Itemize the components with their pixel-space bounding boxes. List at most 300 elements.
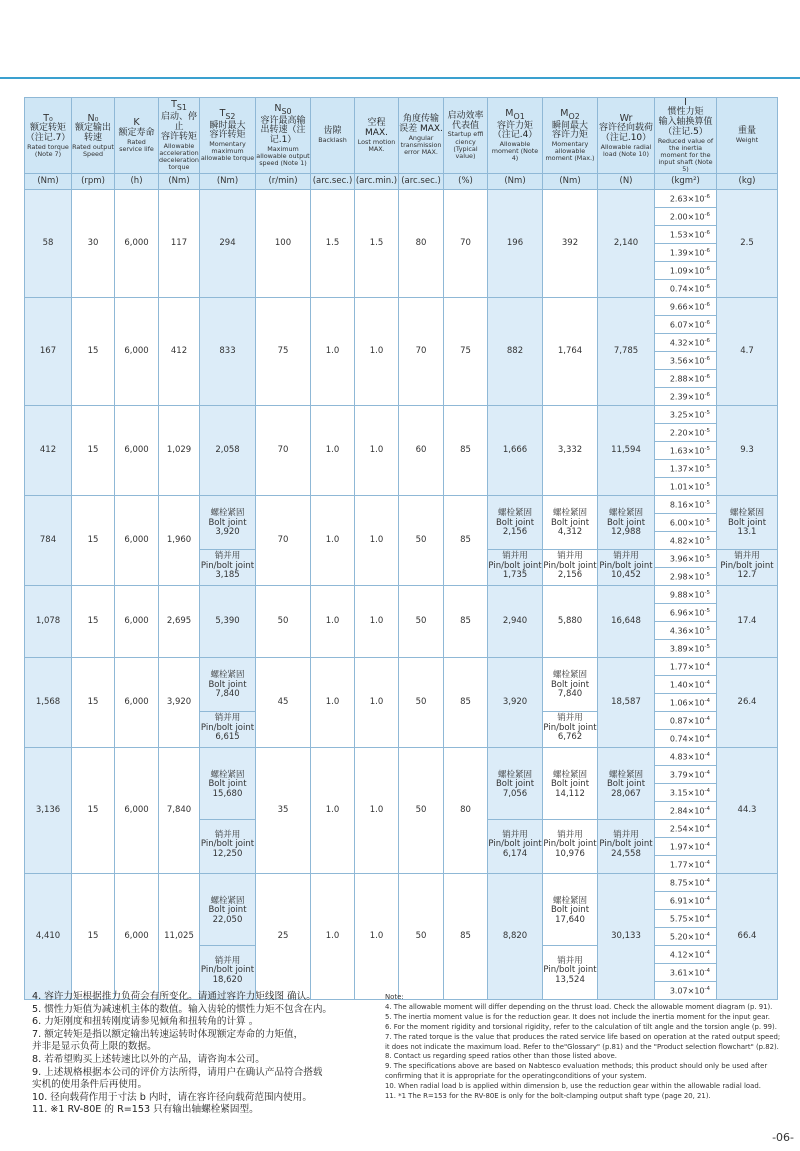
bolt-value: 3,920 [215,527,240,538]
split-cell [200,496,256,586]
unit-cell: (arc.sec.) [311,174,355,190]
inertia-cell: $1.63\times 10^{-5}$ [655,442,717,460]
bolt-joint-section [200,660,255,711]
inertia-cell: $2.63\times 10^{-6}$ [655,190,717,208]
header-label-cn: 额定输出 [74,122,111,133]
note-line-en: it does not indicate the maximum load. Refer to the"Glossary" (p.81) and the "Product selection flowchart" (p.82). [385,1042,779,1051]
angular-error-cell: 50 [399,658,444,748]
angular-error-cell: 70 [399,298,444,406]
header-label-cn: （注记.7） [25,132,71,143]
header-label-cn: 角度传输 [402,114,439,125]
accel-torque-cell: 412 [159,298,200,406]
bolt-label: Bolt joint [208,679,247,690]
efficiency-cell: 85 [444,586,488,658]
inertia-cell: $1.40\times 10^{-4}$ [655,676,717,694]
accel-torque-cell: 117 [159,190,200,298]
rated-torque-cell: 1,078 [25,586,72,658]
bolt-joint-section [543,498,597,549]
weight-cell: 2.5 [717,190,778,298]
lost-motion-cell: 1.0 [355,874,399,1000]
note-line-cn: 8. 若希望购买上述转速比以外的产品，请咨询本公司。 [32,1053,265,1065]
unit-cell: (kg) [717,174,778,190]
angular-error-cell: 80 [399,190,444,298]
rated-speed-cell: 15 [72,658,115,748]
radial-load-cell: 2,140 [598,190,655,298]
weight-cell: 9.3 [717,406,778,496]
bolt-value: 7,056 [502,788,528,799]
bolt-label: 螺栓紧固 [210,769,245,780]
header-symbol: $T_{S1}$ [171,99,187,113]
pin-joint-section [598,820,654,871]
weight-cell: 66.4 [717,874,778,1000]
pin-label: 销并用 [557,829,583,840]
rated-speed-cell: 15 [72,586,115,658]
inertia-cell: $2.00\times 10^{-6}$ [655,208,717,226]
header-label-cn: 启动效率 [447,110,484,121]
allowable-moment-cell: 1,666 [488,406,543,496]
bolt-joint-section [543,660,597,711]
pin-joint-section [488,550,542,584]
pin-joint-section [543,820,597,871]
rated-torque-cell: 4,410 [25,874,72,1000]
inertia-cell: $2.20\times 10^{-5}$ [655,424,717,442]
rated-speed-cell: 15 [72,406,115,496]
pin-label: 销并用 [502,829,528,840]
inertia-cell: $3.15\times 10^{-4}$ [655,784,717,802]
efficiency-cell: 70 [444,190,488,298]
max-torque-cell: 2,058 [200,406,256,496]
note-line-cn: 11. ※1 RV-80E 的 R=153 只有输出轴螺栓紧固型。 [32,1104,259,1116]
split-cell [543,496,598,586]
split-cell [598,496,655,586]
header-label-en: Maximum allowable output speed (Note 1) [256,145,310,168]
bolt-label: Bolt joint [550,679,590,690]
efficiency-cell: 85 [444,406,488,496]
rated-torque-cell: 167 [25,298,72,406]
inertia-cell: $1.06\times 10^{-4}$ [655,694,717,712]
inertia-cell: $0.74\times 10^{-4}$ [655,730,717,748]
table-row [25,496,778,514]
bolt-label: 螺栓紧固 [210,670,245,681]
bolt-value: 7,840 [215,689,240,700]
header-label-en: Rated torque (Note 7) [27,142,69,158]
split-wrap [543,877,597,996]
bolt-label: 螺栓紧固 [210,508,245,519]
header-label-cn: 容许力矩 [551,130,588,141]
backlash-cell: 1.0 [311,298,355,406]
pin-joint-section [200,820,255,871]
angular-error-cell: 50 [399,874,444,1000]
header-label-cn: 容许径向载荷 [598,122,653,133]
backlash-cell: 1.0 [311,874,355,1000]
pin-joint-section [200,946,255,997]
inertia-cell: $2.98\times 10^{-5}$ [655,568,717,586]
pin-label: Pin/bolt joint [200,965,255,976]
inertia-cell: $5.75\times 10^{-4}$ [655,910,717,928]
backlash-cell: 1.0 [311,406,355,496]
accel-torque-cell: 7,840 [159,748,200,874]
header-label-en: Backlash [318,136,347,145]
bolt-joint-section [543,751,597,819]
pin-value: 10,452 [611,570,641,581]
inertia-cell: $3.79\times 10^{-4}$ [655,766,717,784]
header-symbol: K [133,117,140,129]
inertia-cell: $5.20\times 10^{-4}$ [655,928,717,946]
header-label-en: Lost motion MAX. [357,137,396,153]
lost-motion-cell: 1.0 [355,748,399,874]
note-line-en: 6. For the moment rigidity and torsional rigidity, refer to the calculation of tilt angle and the torsion angle (p. 99). [385,1022,777,1031]
bolt-label: Bolt joint [550,905,590,916]
split-cell [488,748,543,874]
notes-chinese [32,991,392,1117]
allowable-moment-cell: 3,920 [488,658,543,748]
header-symbol: T₀ [43,112,53,124]
rated-speed-cell: 30 [72,190,115,298]
pin-label: 销并用 [613,829,639,840]
backlash-cell: 1.0 [311,586,355,658]
header-symbol: I [684,97,687,108]
note-line-en: confirming that it is appropriate for the operatingconditions of your system. [385,1072,647,1081]
pin-joint-section [488,820,542,871]
note-line-en: 5. The inertia moment value is for the reduction gear. It does not include the inertia moment for the input gear. [385,1012,770,1021]
notes-english [385,993,785,1102]
notes-title: Note: [385,993,404,1001]
pin-label: 销并用 [557,955,583,966]
table-row [25,406,778,424]
split-cell [717,496,778,586]
split-wrap [488,751,542,870]
bolt-value: 4,312 [557,527,583,538]
bolt-label: 螺栓紧固 [210,895,245,906]
rated-speed-cell: 15 [72,298,115,406]
header-label-cn: 容许转矩 [209,130,246,141]
bolt-joint-section [200,877,255,945]
table-row [25,586,778,604]
bolt-joint-section [488,751,542,819]
inertia-cell: $9.66\times 10^{-6}$ [655,298,717,316]
pin-joint-section [543,946,597,997]
bolt-label: Bolt joint [727,517,767,528]
pin-label: Pin/bolt joint [543,722,597,733]
angular-error-cell: 50 [399,586,444,658]
pin-label: 销并用 [214,713,241,724]
bolt-label: Bolt joint [495,517,535,528]
radial-load-cell: 18,587 [598,658,655,748]
inertia-cell: $1.39\times 10^{-6}$ [655,244,717,262]
header-label-cn: 启动、停止 [160,112,197,132]
header-symbol: Wr [619,112,633,124]
header-label-en: Rated output Speed [72,142,114,158]
weight-cell: 26.4 [717,658,778,748]
header-label-cn: 出转速（注记.1） [260,125,306,146]
inertia-cell: $2.54\times 10^{-4}$ [655,820,717,838]
bolt-joint-section [543,877,597,945]
max-speed-cell: 75 [256,298,311,406]
bolt-label: Bolt joint [606,517,646,528]
service-life-cell: 6,000 [115,874,159,1000]
radial-load-cell: 11,594 [598,406,655,496]
pin-label: Pin/bolt joint [720,560,774,571]
efficiency-cell: 80 [444,748,488,874]
note-line-en: 8. Contact us regarding speed ratios other than those listed above. [385,1052,617,1061]
inertia-cell: $1.97\times 10^{-4}$ [655,838,717,856]
max-speed-cell: 50 [256,586,311,658]
radial-load-cell: 16,648 [598,586,655,658]
weight-cell: 4.7 [717,298,778,406]
service-life-cell: 6,000 [115,748,159,874]
split-wrap [200,660,255,745]
pin-joint-section [717,550,777,584]
note-line-cn: 并非是显示负荷上限的数据。 [32,1041,157,1053]
lost-motion-cell: 1.0 [355,658,399,748]
accel-torque-cell: 1,960 [159,496,200,586]
header-symbol: $N_{S0}$ [274,102,292,116]
pin-value: 6,762 [557,732,583,743]
pin-joint-section [543,712,597,746]
inertia-cell: $3.96\times 10^{-5}$ [655,550,717,568]
pin-label: 销并用 [557,713,583,724]
inertia-cell: $0.74\times 10^{-6}$ [655,280,717,298]
header-label-cn: 齿隙 [323,126,342,137]
service-life-cell: 6,000 [115,586,159,658]
rated-speed-cell: 15 [72,874,115,1000]
header-label-en: Startup effi ciency (Typical value) [447,130,484,160]
bolt-value: 15,680 [212,788,243,799]
unit-cell: (Nm) [25,174,72,190]
inertia-cell: $9.88\times 10^{-5}$ [655,586,717,604]
service-life-cell: 6,000 [115,298,159,406]
lost-motion-cell: 1.0 [355,406,399,496]
bolt-label: Bolt joint [550,517,590,528]
efficiency-cell: 85 [444,496,488,586]
inertia-cell: $1.77\times 10^{-4}$ [655,856,717,874]
allowable-moment-cell: 2,940 [488,586,543,658]
split-wrap [200,751,255,870]
column-header [488,98,543,174]
inertia-cell: $4.32\times 10^{-6}$ [655,334,717,352]
backlash-cell: 1.5 [311,190,355,298]
header-label-cn: 输入轴换算值（注记.5） [658,117,713,138]
inertia-cell: $6.00\times 10^{-5}$ [655,514,717,532]
accel-torque-cell: 2,695 [159,586,200,658]
table-row [25,748,778,766]
rated-torque-cell: 58 [25,190,72,298]
spec-table-container [24,97,777,1000]
bolt-label: 螺栓紧固 [729,508,764,519]
rated-torque-cell: 784 [25,496,72,586]
unit-row [25,174,778,190]
momentary-moment-cell: 1,764 [543,298,598,406]
header-label-en: Momentary allowable moment (Max.) [545,140,595,163]
bolt-value: 13.1 [737,527,757,538]
efficiency-cell: 85 [444,874,488,1000]
split-cell [543,658,598,748]
bolt-value: 17,640 [555,914,585,925]
allowable-moment-cell: 882 [488,298,543,406]
bolt-value: 2,156 [502,527,528,538]
momentary-moment-cell: 392 [543,190,598,298]
header-row [25,98,778,174]
split-wrap [200,498,255,583]
pin-value: 6,174 [502,848,528,859]
bolt-label: Bolt joint [550,779,590,790]
spec-table [24,97,778,1000]
max-speed-cell: 70 [256,406,311,496]
column-header [399,98,444,174]
split-wrap [717,498,777,583]
bolt-label: 螺栓紧固 [497,769,532,780]
lost-motion-cell: 1.0 [355,586,399,658]
rated-torque-cell: 1,568 [25,658,72,748]
header-label-en: Allowable radial load (Note 10) [600,142,652,158]
header-symbol: N₀ [87,112,99,124]
inertia-cell: $4.12\times 10^{-4}$ [655,946,717,964]
column-header [717,98,778,174]
table-row [25,190,778,208]
split-wrap [598,498,654,583]
backlash-cell: 1.0 [311,748,355,874]
split-wrap [488,498,542,583]
column-header [256,98,311,174]
bolt-label: Bolt joint [208,517,247,528]
inertia-cell: $2.88\times 10^{-6}$ [655,370,717,388]
column-header [655,98,717,174]
pin-label: Pin/bolt joint [200,722,255,733]
pin-label: 销并用 [214,955,241,966]
pin-label: Pin/bolt joint [488,560,542,571]
unit-cell: (kgm²) [655,174,717,190]
header-label-cn: 惯性力矩 [667,107,704,118]
accel-torque-cell: 11,025 [159,874,200,1000]
column-header [543,98,598,174]
backlash-cell: 1.0 [311,658,355,748]
pin-value: 18,620 [212,974,243,985]
note-line-en: 7. The rated torque is the value that produces the rated service life based on operation at the rated output speed; [385,1032,781,1041]
header-symbol: $M_{O2}$ [560,107,580,121]
unit-cell: (arc.min.) [355,174,399,190]
header-label-cn: 重量 [737,126,756,137]
header-label-cn: 误差 MAX. [399,124,443,135]
pin-joint-section [200,550,255,584]
table-row [25,658,778,676]
backlash-cell: 1.0 [311,496,355,586]
header-label-en: Weight [735,136,759,145]
bolt-label: 螺栓紧固 [608,769,643,780]
radial-load-cell: 7,785 [598,298,655,406]
split-wrap [200,877,255,996]
allowable-moment-cell: 8,820 [488,874,543,1000]
header-label-cn: 额定转矩 [29,122,66,133]
unit-cell: (Nm) [543,174,598,190]
bolt-value: 22,050 [212,914,243,925]
split-cell [200,748,256,874]
pin-value: 12,250 [212,848,243,859]
max-torque-cell: 5,390 [200,586,256,658]
header-rule [0,77,800,79]
pin-label: Pin/bolt joint [200,839,255,850]
unit-cell: (r/min) [256,174,311,190]
bolt-value: 7,840 [557,689,583,700]
header-label-cn: 容许力矩 [496,120,533,131]
split-cell [488,496,543,586]
inertia-cell: $3.56\times 10^{-6}$ [655,352,717,370]
efficiency-cell: 75 [444,298,488,406]
service-life-cell: 6,000 [115,658,159,748]
split-cell [598,748,655,874]
inertia-cell: $1.37\times 10^{-5}$ [655,460,717,478]
header-label-cn: （注记.10） [600,132,652,143]
header-label-cn: 额定寿命 [118,127,155,138]
service-life-cell: 6,000 [115,406,159,496]
note-line-cn: 4. 容许力矩根据推力负荷会有所变化。请通过容许力矩线图 确认。 [32,991,316,1002]
inertia-cell: $6.07\times 10^{-6}$ [655,316,717,334]
bolt-label: 螺栓紧固 [552,769,587,780]
pin-value: 2,156 [557,570,583,581]
inertia-cell: $0.87\times 10^{-4}$ [655,712,717,730]
weight-cell: 44.3 [717,748,778,874]
rated-speed-cell: 15 [72,748,115,874]
header-label-en: Momentary maximum allowable torque [200,140,255,163]
max-torque-cell: 294 [200,190,256,298]
accel-torque-cell: 1,029 [159,406,200,496]
angular-error-cell: 50 [399,496,444,586]
bolt-label: Bolt joint [208,905,247,916]
column-header [159,98,200,174]
header-label-cn: 瞬时最大 [209,120,246,131]
bolt-label: 螺栓紧固 [608,508,643,519]
header-label-en: Rated service life [119,137,154,153]
pin-label: Pin/bolt joint [599,839,653,850]
pin-value: 3,185 [215,570,240,581]
inertia-cell: $2.39\times 10^{-6}$ [655,388,717,406]
note-line-cn: 实机的使用条件后再使用。 [32,1079,148,1091]
unit-cell: (h) [115,174,159,190]
pin-value: 13,524 [555,974,585,985]
bolt-label: Bolt joint [495,779,535,790]
weight-cell: 17.4 [717,586,778,658]
column-header [444,98,488,174]
max-torque-cell: 833 [200,298,256,406]
inertia-cell: $3.07\times 10^{-4}$ [655,982,717,1000]
bolt-joint-section [200,498,255,549]
table-row [25,298,778,316]
lost-motion-cell: 1.0 [355,496,399,586]
pin-value: 6,615 [215,732,240,743]
note-line-cn: 10. 径向载荷作用于寸法 b 内时，请在容许径向载荷范围内使用。 [32,1091,312,1103]
bolt-joint-section [488,498,542,549]
unit-cell: (Nm) [200,174,256,190]
allowable-moment-cell: 196 [488,190,543,298]
column-header [72,98,115,174]
accel-torque-cell: 3,920 [159,658,200,748]
header-label-en: Allowable acceleration deceleration torque [159,141,199,171]
split-cell [200,874,256,1000]
pin-joint-section [200,712,255,746]
angular-error-cell: 50 [399,748,444,874]
rated-speed-cell: 15 [72,496,115,586]
bolt-label: 螺栓紧固 [552,508,587,519]
inertia-cell: $6.96\times 10^{-5}$ [655,604,717,622]
split-wrap [598,751,654,870]
rated-torque-cell: 3,136 [25,748,72,874]
inertia-cell: $8.16\times 10^{-5}$ [655,496,717,514]
note-line-en: 10. When radial load b is applied within dimension b, use the reduction gear within the allowable radial load. [385,1082,761,1091]
split-wrap [543,660,597,745]
note-line-cn: 7. 额定转矩是指以额定输出转速运转时体现额定寿命的力矩值， [32,1028,304,1040]
pin-label: 销并用 [734,551,760,562]
inertia-cell: $3.25\times 10^{-5}$ [655,406,717,424]
angular-error-cell: 60 [399,406,444,496]
